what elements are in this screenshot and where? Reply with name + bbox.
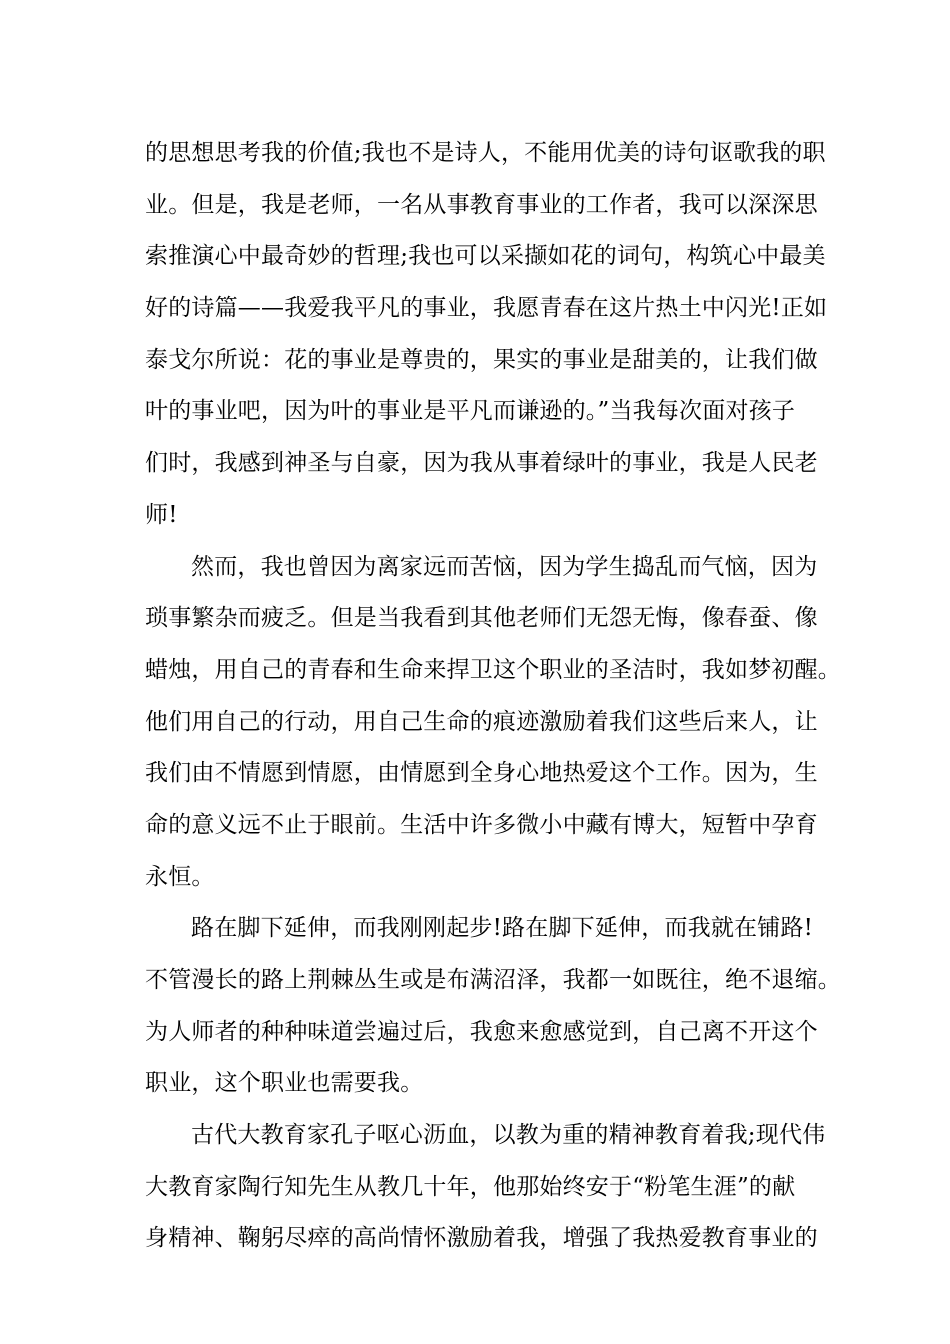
- text-line: 泰戈尔所说：花的事业是尊贵的，果实的事业是甜美的，让我们做: [145, 346, 818, 373]
- paragraph-1: [145, 128, 828, 542]
- text-line: 业。但是，我是老师，一名从事教育事业的工作者，我可以深深思: [145, 191, 818, 218]
- text-line: 叶的事业吧，因为叶的事业是平凡而谦逊的。”当我每次面对孩子: [145, 398, 796, 425]
- text-line: 然而，我也曾因为离家远而苦恼，因为学生捣乱而气恼，因为: [191, 553, 818, 580]
- text-line: 我们由不情愿到情愿，由情愿到全身心地热爱这个工作。因为，生: [145, 760, 818, 787]
- text-line: 索推演心中最奇妙的哲理;我也可以采撷如花的词句，构筑心中最美: [145, 243, 826, 270]
- text-line: 不管漫长的路上荆棘丛生或是布满沼泽，我都一如既往，绝不退缩。: [145, 967, 841, 993]
- text-line: 永恒。: [145, 863, 215, 890]
- text-line: 身精神、鞠躬尽瘁的高尚情怀激励着我，增强了我热爱教育事业的: [145, 1225, 818, 1252]
- text-line: 路在脚下延伸，而我刚刚起步!路在脚下延伸，而我就在铺路!: [191, 915, 814, 942]
- text-line: 古代大教育家孔子呕心沥血，以教为重的精神教育着我;现代伟: [191, 1122, 826, 1149]
- text-line: 们时，我感到神圣与自豪，因为我从事着绿叶的事业，我是人民老: [145, 450, 818, 477]
- text-line: 他们用自己的行动，用自己生命的痕迹激励着我们这些后来人，让: [145, 708, 818, 735]
- text-line: 命的意义远不止于眼前。生活中许多微小中藏有博大，短暂中孕育: [145, 811, 818, 838]
- text-line: 好的诗篇——我爱我平凡的事业，我愿青春在这片热土中闪光!正如: [145, 295, 828, 322]
- text-line: 蜡烛，用自己的青春和生命来捍卫这个职业的圣洁时，我如梦初醒。: [145, 656, 841, 683]
- text-line: 职业，这个职业也需要我。: [145, 1070, 424, 1097]
- text-line: 师!: [145, 501, 178, 528]
- document-page: [145, 128, 841, 1265]
- text-line: 为人师者的种种味道尝遍过后，我愈来愈感觉到，自己离不开这个: [145, 1018, 818, 1045]
- text-line: 的思想思考我的价值;我也不是诗人，不能用优美的诗句讴歌我的职: [145, 140, 826, 166]
- paragraph-2: [145, 542, 841, 904]
- text-line: 琐事繁杂而疲乏。但是当我看到其他老师们无怨无悔，像春蚕、像: [145, 605, 818, 632]
- paragraph-4: [145, 1110, 826, 1265]
- paragraph-3: [145, 903, 841, 1110]
- text-line: 大教育家陶行知先生从教几十年，他那始终安于“粉笔生涯”的献: [145, 1173, 796, 1200]
